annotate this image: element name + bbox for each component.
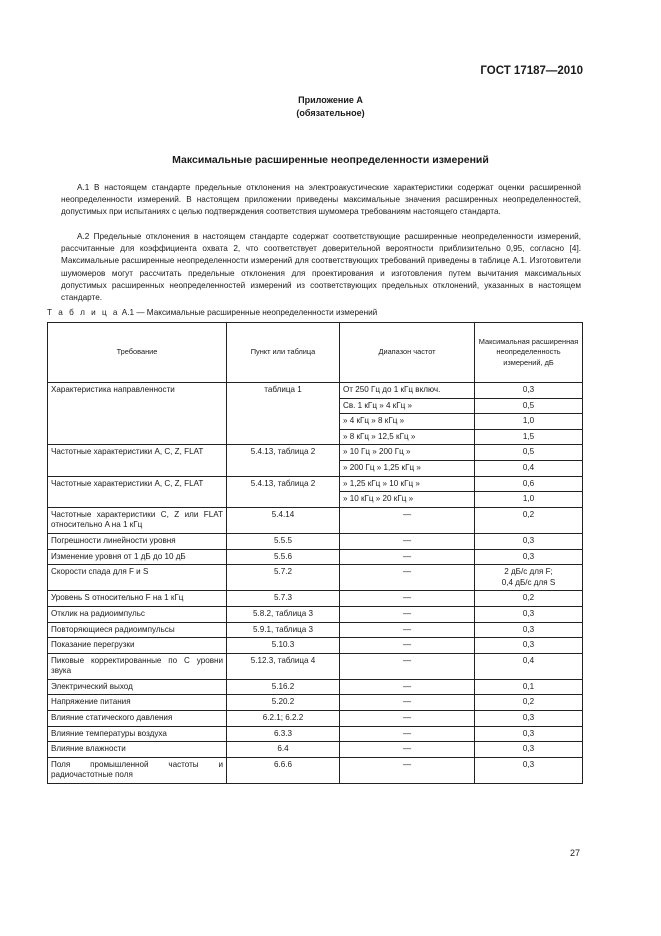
table-row	[48, 638, 583, 654]
paragraph-a1-text: А.1 В настоящем стандарте предельные отклонения на электроакустические характеристики содержат оценки расширенной неопределенности измерений. В настоящем приложении приведены максимальные значения расширенных неопределенностей, допустимых при испытаниях с целью подтверждения соответствия шумомера требованиям настоящего стандарта.	[61, 183, 581, 217]
clause-cell: 5.7.2	[227, 565, 340, 591]
table-row	[48, 591, 583, 607]
range-cell: —	[340, 606, 475, 622]
table-row	[48, 445, 583, 461]
requirement-cell: Изменение уровня от 1 дБ до 10 дБ	[48, 549, 227, 565]
requirement-cell: Повторяющиеся радиоимпульсы	[48, 622, 227, 638]
range-cell: —	[340, 591, 475, 607]
clause-cell: 5.8.2, таблица 3	[227, 606, 340, 622]
table-row	[48, 507, 583, 533]
page-number: 27	[569, 848, 580, 858]
clause-cell: 5.4.14	[227, 507, 340, 533]
requirement-cell: Уровень S относительно F на 1 кГц	[48, 591, 227, 607]
value-line-f: 2 дБ/с для F;	[504, 567, 553, 577]
range-cell: » 200 Гц » 1,25 кГц »	[340, 460, 475, 476]
range-cell: —	[340, 549, 475, 565]
appendix-label: Приложение А	[298, 95, 363, 105]
clause-cell: 6.3.3	[227, 726, 340, 742]
table-header-row	[48, 323, 583, 383]
paragraph-a2-text: А.2 Предельные отклонения в настоящем стандарте содержат соответствующие расширенные неопределенности измерений, рассчитанные для коэффициента охвата 2, что соответствует доверительной вероятности приблизительно 0,95, согласно [4]. Максимальные расширенные неопределенности измерений для соответствующих требований приведены в таблице А.1. Изготовители шумомеров могут рассчитать предельные отклонения для проектирования и изготовления путем вычитания максимальных допустимых расширенных неопределенностей измерений из соответствующих предельных отклонений, указанных в настоящем стандарте.	[61, 232, 581, 303]
value-cell: 0,3	[475, 606, 583, 622]
range-cell: » 8 кГц » 12,5 кГц »	[340, 429, 475, 445]
value-cell: 0,5	[475, 445, 583, 461]
clause-cell: 5.16.2	[227, 679, 340, 695]
requirement-cell: Показание перегрузки	[48, 638, 227, 654]
clause-cell: 5.7.3	[227, 591, 340, 607]
range-cell: —	[340, 638, 475, 654]
range-cell: » 1,25 кГц » 10 кГц »	[340, 476, 475, 492]
table-row	[48, 695, 583, 711]
value-cell: 0,1	[475, 679, 583, 695]
value-cell: 0,4	[475, 653, 583, 679]
clause-cell: 5.12.3, таблица 4	[227, 653, 340, 679]
range-cell: » 4 кГц » 8 кГц »	[340, 414, 475, 430]
header-uncertainty: Максимальная расширенная неопределенность измерений, дБ	[475, 323, 583, 383]
value-cell: 0,3	[475, 622, 583, 638]
table-row	[48, 565, 583, 591]
requirement-cell: Пиковые корректированные по C уровни звука	[48, 653, 227, 679]
table-row	[48, 757, 583, 783]
clause-cell: 6.6.6	[227, 757, 340, 783]
value-cell: 0,5	[475, 398, 583, 414]
value-cell: 0,3	[475, 711, 583, 727]
value-cell: 0,3	[475, 757, 583, 783]
value-cell: 1,0	[475, 492, 583, 508]
value-cell: 0,3	[475, 638, 583, 654]
clause-cell: 6.4	[227, 742, 340, 758]
range-cell: —	[340, 757, 475, 783]
clause-cell: 5.5.6	[227, 549, 340, 565]
clause-cell: 5.10.3	[227, 638, 340, 654]
table-row	[48, 742, 583, 758]
paragraph-a1	[61, 182, 581, 219]
clause-cell: 5.4.13, таблица 2	[227, 445, 340, 476]
range-cell: —	[340, 742, 475, 758]
value-cell: 1,5	[475, 429, 583, 445]
header-clause: Пункт или таблица	[227, 323, 340, 383]
range-cell: —	[340, 711, 475, 727]
range-cell: » 10 кГц » 20 кГц »	[340, 492, 475, 508]
range-cell: —	[340, 653, 475, 679]
requirement-cell: Отклик на радиоимпульс	[48, 606, 227, 622]
value-line-s: 0,4 дБ/с для S	[501, 577, 556, 587]
uncertainty-table	[47, 322, 583, 784]
clause-cell: 5.5.5	[227, 533, 340, 549]
clause-cell: 5.9.1, таблица 3	[227, 622, 340, 638]
range-cell: » 10 Гц » 200 Гц »	[340, 445, 475, 461]
range-cell: —	[340, 533, 475, 549]
range-cell: От 250 Гц до 1 кГц включ.	[340, 383, 475, 399]
range-cell: —	[340, 565, 475, 591]
table-row	[48, 606, 583, 622]
value-cell: 0,2	[475, 507, 583, 533]
range-cell: —	[340, 695, 475, 711]
value-cell: 0,2	[475, 591, 583, 607]
range-cell: —	[340, 507, 475, 533]
value-cell: 0,3	[475, 383, 583, 399]
table-row	[48, 622, 583, 638]
table-caption-prefix: Т а б л и ц а	[47, 308, 120, 317]
requirement-cell: Электрический выход	[48, 679, 227, 695]
table-row	[48, 653, 583, 679]
requirement-cell: Погрешности линейности уровня	[48, 533, 227, 549]
requirement-cell: Влияние температуры воздуха	[48, 726, 227, 742]
requirement-cell: Характеристика направленности	[48, 383, 227, 445]
paragraph-a2	[61, 231, 581, 304]
range-cell: Св. 1 кГц » 4 кГц »	[340, 398, 475, 414]
table-row	[48, 476, 583, 492]
value-cell: 0,6	[475, 476, 583, 492]
requirement-cell: Скорости спада для F и S	[48, 565, 227, 591]
clause-cell: 5.20.2	[227, 695, 340, 711]
table-row	[48, 679, 583, 695]
table-row	[48, 383, 583, 399]
requirement-cell: Частотные характеристики A, C, Z, FLAT	[48, 445, 227, 476]
header-requirement: Требование	[48, 323, 227, 383]
value-cell: 1,0	[475, 414, 583, 430]
table-caption-text: А.1 — Максимальные расширенные неопределенности измерений	[121, 308, 378, 317]
value-cell: 0,3	[475, 726, 583, 742]
value-cell: 0,3	[475, 549, 583, 565]
table-row	[48, 533, 583, 549]
range-cell: —	[340, 726, 475, 742]
requirement-cell: Поля промышленной частоты и радиочастотные поля	[48, 757, 227, 783]
appendix-status: (обязательное)	[296, 108, 365, 118]
value-cell: 0,4	[475, 460, 583, 476]
requirement-cell: Влияние влажности	[48, 742, 227, 758]
standard-header: ГОСТ 17187—2010	[480, 65, 583, 77]
clause-cell: 6.2.1; 6.2.2	[227, 711, 340, 727]
clause-cell: таблица 1	[227, 383, 340, 445]
requirement-cell: Частотные характеристики A, C, Z, FLAT	[48, 476, 227, 507]
requirement-cell: Напряжение питания	[48, 695, 227, 711]
table-caption	[47, 308, 377, 317]
range-cell: —	[340, 679, 475, 695]
value-cell	[475, 565, 583, 591]
table-row	[48, 549, 583, 565]
range-cell: —	[340, 622, 475, 638]
value-cell: 0,3	[475, 742, 583, 758]
requirement-cell: Влияние статического давления	[48, 711, 227, 727]
clause-cell: 5.4.13, таблица 2	[227, 476, 340, 507]
table-row	[48, 726, 583, 742]
value-cell: 0,3	[475, 533, 583, 549]
header-frequency-range: Диапазон частот	[340, 323, 475, 383]
table-row	[48, 711, 583, 727]
requirement-cell: Частотные характеристики C, Z или FLAT относительно A на 1 кГц	[48, 507, 227, 533]
page-title: Максимальные расширенные неопределенности измерений	[172, 154, 489, 166]
value-cell: 0,2	[475, 695, 583, 711]
